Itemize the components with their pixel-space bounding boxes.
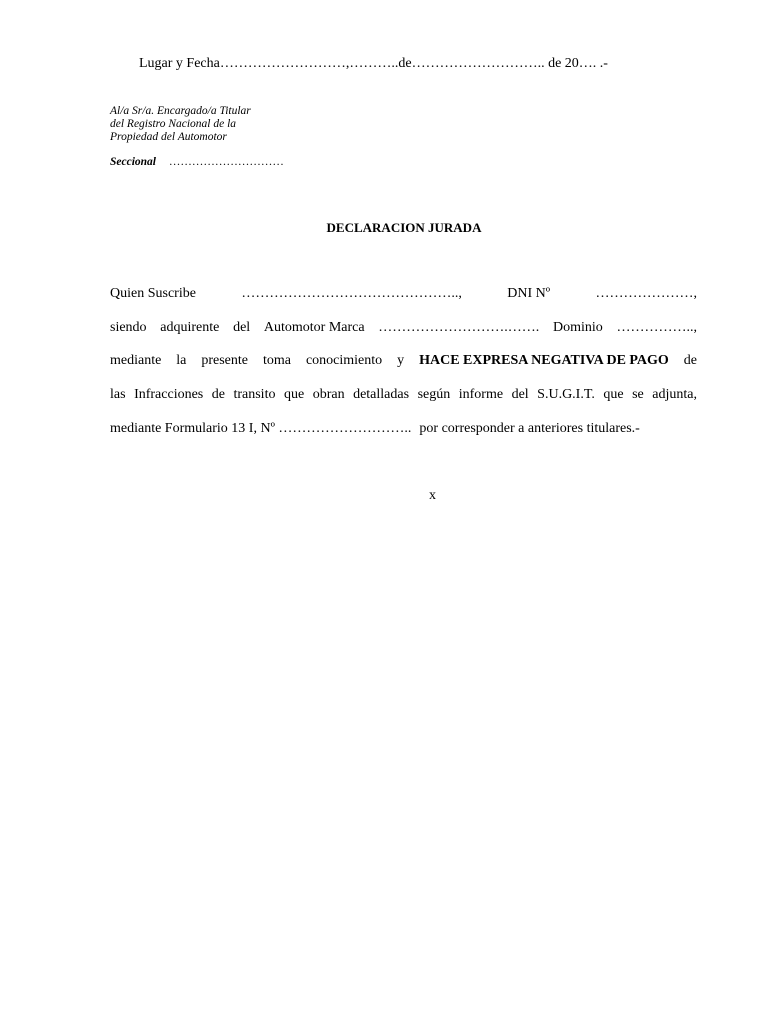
body-line-4 (110, 387, 697, 403)
body-text: que (603, 387, 624, 402)
body-text: la (176, 353, 187, 368)
body-line-3 (110, 353, 697, 369)
body-text: Quien Suscribe (110, 286, 196, 301)
signature-mark: x (429, 488, 436, 503)
body-text: Dominio (552, 320, 603, 335)
addressee-line-2: del Registro Nacional de la (110, 118, 237, 130)
body-text: se (632, 387, 644, 402)
body-text: presente (201, 353, 249, 368)
name-blank: ……………………………………….., (241, 286, 462, 301)
body-text: toma (262, 353, 291, 368)
negative-payment-statement: HACE EXPRESA NEGATIVA DE PAGO (419, 353, 669, 368)
body-text: del (233, 320, 251, 335)
addressee-line-3: Propiedad del Automotor (110, 131, 227, 143)
body-text: adjunta, (652, 387, 697, 402)
body-text: por corresponder a anteriores titulares.- (419, 421, 640, 436)
addressee-block (110, 105, 251, 144)
body-text: las (110, 387, 126, 402)
addressee-line-1: Al/a Sr/a. Encargado/a Titular (110, 105, 251, 117)
body-text: según (417, 387, 451, 402)
brand-blank: ……………………….……. (378, 320, 540, 335)
place-date-line: Lugar y Fecha………………………,………..de……………………….. de 20…. .- (139, 56, 608, 71)
body-text: de (683, 353, 697, 368)
body-line-1 (110, 286, 697, 302)
seccional-label: Seccional (110, 156, 156, 168)
body-text: DNI Nº (507, 286, 551, 301)
form-number-text: mediante Formulario 13 I, Nº ……………………….. (110, 421, 412, 436)
body-text: detalladas (353, 387, 410, 402)
document-title: DECLARACION JURADA (326, 220, 482, 235)
body-text: conocimiento (305, 353, 383, 368)
body-text: Automotor Marca (263, 320, 365, 335)
body-text: de (211, 387, 225, 402)
body-text: siendo (110, 320, 147, 335)
body-text: del (511, 387, 529, 402)
body-line-5 (110, 421, 697, 437)
body-text: S.U.G.I.T. (537, 387, 595, 402)
body-text: mediante (110, 353, 162, 368)
domain-blank: …………….., (616, 320, 697, 335)
body-text: obran (312, 387, 345, 402)
body-text: y (397, 353, 405, 368)
seccional-line (110, 156, 284, 169)
body-text: informe (458, 387, 504, 402)
body-text: que (283, 387, 305, 402)
dni-blank: …………………, (595, 286, 697, 301)
body-text: transito (233, 387, 276, 402)
body-line-2 (110, 320, 697, 336)
seccional-blank: ………………………… (168, 156, 284, 168)
body-text: Infracciones (134, 387, 204, 402)
body-text: adquirente (160, 320, 220, 335)
